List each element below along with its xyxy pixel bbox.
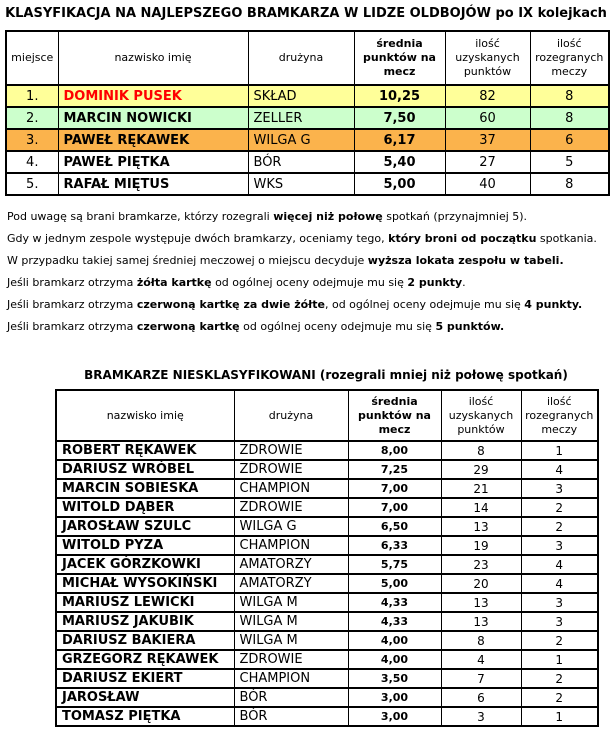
matches-cell: 2 — [521, 517, 598, 536]
team-cell: BÓR — [234, 707, 348, 726]
points-cell: 29 — [441, 460, 521, 479]
table-row — [56, 650, 598, 669]
table-row — [56, 441, 598, 460]
note-text: Jeśli bramkarz otrzyma — [7, 298, 137, 311]
name-cell: TOMASZ PIĘTKA — [56, 707, 234, 726]
name-cell: WITOLD DĄBER — [56, 498, 234, 517]
rule-note-line — [7, 250, 612, 272]
team-cell: BÓR — [248, 151, 354, 173]
matches-cell: 1 — [521, 441, 598, 460]
points-cell: 37 — [445, 129, 530, 151]
team-cell: AMATORZY — [234, 555, 348, 574]
team-cell: WILGA M — [234, 612, 348, 631]
column-header-name: nazwisko imię — [56, 390, 234, 441]
note-emphasis-text: więcej niż połowę — [273, 210, 383, 223]
matches-cell: 3 — [521, 612, 598, 631]
avg-cell: 5,00 — [348, 574, 441, 593]
unclassified-table-header — [56, 390, 598, 441]
name-cell: DARIUSZ EKIERT — [56, 669, 234, 688]
note-text: Jeśli bramkarz otrzyma — [7, 320, 137, 333]
matches-cell: 4 — [521, 460, 598, 479]
avg-cell: 8,00 — [348, 441, 441, 460]
rule-note-line — [7, 228, 612, 250]
avg-cell: 6,17 — [354, 129, 445, 151]
avg-cell: 7,00 — [348, 479, 441, 498]
avg-cell: 4,33 — [348, 612, 441, 631]
note-emphasis-text: 5 punktów. — [435, 320, 505, 333]
points-cell: 27 — [445, 151, 530, 173]
note-emphasis-text: czerwoną kartkę — [136, 320, 240, 333]
name-cell: WITOLD PYZA — [56, 536, 234, 555]
column-header-avg: średnia punktów na mecz — [348, 390, 441, 441]
matches-cell: 4 — [521, 574, 598, 593]
team-cell: SKŁAD — [248, 85, 354, 107]
note-emphasis-text: 4 punkty. — [524, 298, 583, 311]
points-cell: 40 — [445, 173, 530, 195]
points-cell: 82 — [445, 85, 530, 107]
team-cell: WILGA G — [248, 129, 354, 151]
points-cell: 8 — [441, 631, 521, 650]
note-emphasis-text: wyższa lokata zespołu w tabeli. — [367, 254, 564, 267]
column-header-matches: ilość rozegranych meczy — [530, 31, 609, 85]
name-cell: JAROSŁAW SZULC — [56, 517, 234, 536]
name-cell: DOMINIK PUSEK — [58, 85, 248, 107]
matches-cell: 5 — [530, 151, 609, 173]
points-cell: 8 — [441, 441, 521, 460]
column-header-name: nazwisko imię — [58, 31, 248, 85]
note-emphasis-text: żółta kartkę — [136, 276, 212, 289]
note-emphasis-text: 2 punkty — [407, 276, 463, 289]
matches-cell: 8 — [530, 173, 609, 195]
team-cell: ZDROWIE — [234, 650, 348, 669]
note-text: spotkań (przynajmniej 5). — [382, 210, 528, 223]
team-cell: CHAMPION — [234, 536, 348, 555]
avg-cell: 6,33 — [348, 536, 441, 555]
table-row — [6, 107, 609, 129]
points-cell: 19 — [441, 536, 521, 555]
table-row — [56, 612, 598, 631]
table-row — [56, 707, 598, 726]
note-text: od ogólnej oceny odejmuje mu się — [239, 320, 436, 333]
team-cell: WKS — [248, 173, 354, 195]
team-cell: ZDROWIE — [234, 498, 348, 517]
matches-cell: 1 — [521, 650, 598, 669]
note-text: od ogólnej oceny odejmuje mu się — [211, 276, 408, 289]
avg-cell: 4,33 — [348, 593, 441, 612]
name-cell: DARIUSZ WRÓBEL — [56, 460, 234, 479]
name-cell: PAWEŁ PIĘTKA — [58, 151, 248, 173]
points-cell: 4 — [441, 650, 521, 669]
rules-notes — [7, 206, 612, 338]
team-cell: WILGA G — [234, 517, 348, 536]
name-cell: GRZEGORZ RĘKAWEK — [56, 650, 234, 669]
avg-cell: 7,25 — [348, 460, 441, 479]
rule-note-line — [7, 272, 612, 294]
classified-table-header — [6, 31, 609, 85]
team-cell: ZELLER — [248, 107, 354, 129]
avg-cell: 5,40 — [354, 151, 445, 173]
note-text: spotkania. — [536, 232, 597, 245]
name-cell: JACEK GÓRZKOWKI — [56, 555, 234, 574]
table-row — [56, 593, 598, 612]
table-row — [56, 555, 598, 574]
matches-cell: 4 — [521, 555, 598, 574]
team-cell: ZDROWIE — [234, 441, 348, 460]
team-cell: WILGA M — [234, 593, 348, 612]
column-header-matches: ilość rozegranych meczy — [521, 390, 598, 441]
matches-cell: 2 — [521, 498, 598, 517]
avg-cell: 4,00 — [348, 631, 441, 650]
table-row — [6, 129, 609, 151]
team-cell: CHAMPION — [234, 479, 348, 498]
table-row — [6, 151, 609, 173]
name-cell: MARCIN SOBIESKA — [56, 479, 234, 498]
table-row — [56, 631, 598, 650]
team-cell: CHAMPION — [234, 669, 348, 688]
column-header-points: ilość uzyskanych punktów — [445, 31, 530, 85]
name-cell: MARIUSZ JAKUBIK — [56, 612, 234, 631]
team-cell: BÓR — [234, 688, 348, 707]
points-cell: 13 — [441, 612, 521, 631]
unclassified-table-body — [56, 441, 598, 726]
name-cell: MARIUSZ LEWICKI — [56, 593, 234, 612]
matches-cell: 2 — [521, 669, 598, 688]
team-cell: WILGA M — [234, 631, 348, 650]
note-text: Pod uwagę są brani bramkarze, którzy rozegrali — [7, 210, 274, 223]
note-emphasis-text: który broni od początku — [388, 232, 537, 245]
column-header-team: drużyna — [234, 390, 348, 441]
name-cell: MICHAŁ WYSOKIŃSKI — [56, 574, 234, 593]
classified-goalkeepers-table — [5, 30, 610, 196]
matches-cell: 8 — [530, 85, 609, 107]
name-cell: DARIUSZ BAKIERA — [56, 631, 234, 650]
matches-cell: 3 — [521, 536, 598, 555]
place-cell: 1. — [6, 85, 58, 107]
note-text: , od ogólnej oceny odejmuje mu się — [324, 298, 525, 311]
avg-cell: 4,00 — [348, 650, 441, 669]
place-cell: 2. — [6, 107, 58, 129]
page-title: KLASYFIKACJA NA NAJLEPSZEGO BRAMKARZA W LIDZE OLDBOJÓW po IX kolejkach — [5, 6, 607, 21]
points-cell: 13 — [441, 593, 521, 612]
name-cell: JAROSŁAW — [56, 688, 234, 707]
table-row — [56, 536, 598, 555]
points-cell: 14 — [441, 498, 521, 517]
avg-cell: 3,00 — [348, 688, 441, 707]
avg-cell: 10,25 — [354, 85, 445, 107]
avg-cell: 5,75 — [348, 555, 441, 574]
table-row — [56, 498, 598, 517]
avg-cell: 6,50 — [348, 517, 441, 536]
name-cell: PAWEŁ RĘKAWEK — [58, 129, 248, 151]
team-cell: ZDROWIE — [234, 460, 348, 479]
name-cell: ROBERT RĘKAWEK — [56, 441, 234, 460]
points-cell: 23 — [441, 555, 521, 574]
note-emphasis-text: czerwoną kartkę za dwie żółte — [136, 298, 325, 311]
rule-note-line — [7, 294, 612, 316]
rule-note-line — [7, 206, 612, 228]
points-cell: 20 — [441, 574, 521, 593]
points-cell: 21 — [441, 479, 521, 498]
points-cell: 60 — [445, 107, 530, 129]
place-cell: 5. — [6, 173, 58, 195]
avg-cell: 7,00 — [348, 498, 441, 517]
table-row — [56, 517, 598, 536]
points-cell: 6 — [441, 688, 521, 707]
table-row — [56, 574, 598, 593]
table-row — [56, 669, 598, 688]
note-text: Jeśli bramkarz otrzyma — [7, 276, 137, 289]
team-cell: AMATORZY — [234, 574, 348, 593]
avg-cell: 7,50 — [354, 107, 445, 129]
table-row — [56, 688, 598, 707]
column-header-place: miejsce — [6, 31, 58, 85]
rule-note-line — [7, 316, 612, 338]
matches-cell: 1 — [521, 707, 598, 726]
place-cell: 3. — [6, 129, 58, 151]
matches-cell: 2 — [521, 688, 598, 707]
matches-cell: 2 — [521, 631, 598, 650]
column-header-avg: średnia punktów na mecz — [354, 31, 445, 85]
name-cell: MARCIN NOWICKI — [58, 107, 248, 129]
avg-cell: 5,00 — [354, 173, 445, 195]
matches-cell: 8 — [530, 107, 609, 129]
matches-cell: 3 — [521, 593, 598, 612]
table-row — [6, 173, 609, 195]
points-cell: 3 — [441, 707, 521, 726]
avg-cell: 3,00 — [348, 707, 441, 726]
column-header-team: drużyna — [248, 31, 354, 85]
column-header-points: ilość uzyskanych punktów — [441, 390, 521, 441]
table-row — [56, 460, 598, 479]
matches-cell: 3 — [521, 479, 598, 498]
note-text: Gdy w jednym zespole występuje dwóch bramkarzy, oceniamy tego, — [7, 232, 389, 245]
avg-cell: 3,50 — [348, 669, 441, 688]
note-text: W przypadku takiej samej średniej meczowej o miejscu decyduje — [7, 254, 368, 267]
place-cell: 4. — [6, 151, 58, 173]
name-cell: RAFAŁ MIĘTUS — [58, 173, 248, 195]
matches-cell: 6 — [530, 129, 609, 151]
unclassified-goalkeepers-table — [55, 389, 599, 727]
table-row — [56, 479, 598, 498]
note-text: . — [462, 276, 466, 289]
table-row — [6, 85, 609, 107]
points-cell: 13 — [441, 517, 521, 536]
unclassified-table-title: BRAMKARZE NIESKLASYFIKOWANI (rozegrali mniej niż połowę spotkań) — [84, 368, 568, 382]
classified-table-body — [6, 85, 609, 195]
points-cell: 7 — [441, 669, 521, 688]
